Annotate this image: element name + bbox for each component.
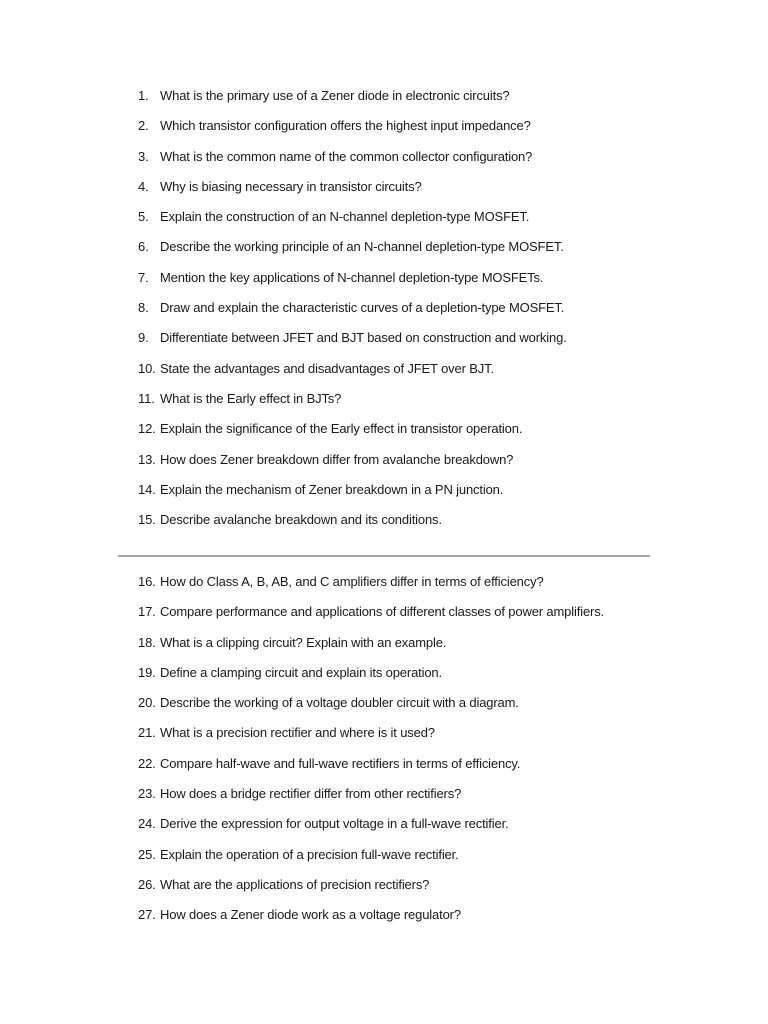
question-number: 16. bbox=[138, 574, 156, 589]
question-item bbox=[138, 814, 658, 844]
question-number: 2. bbox=[138, 118, 149, 134]
question-item bbox=[138, 784, 658, 814]
question-number: 17. bbox=[138, 604, 156, 620]
question-text: What is a clipping circuit? Explain with an example. bbox=[160, 634, 447, 650]
question-number: 15. bbox=[138, 512, 156, 528]
question-text: What is a precision rectifier and where is it used? bbox=[160, 725, 435, 741]
question-text: How does a Zener diode work as a voltage regulator? bbox=[160, 907, 461, 923]
question-item bbox=[138, 450, 658, 480]
question-text: Explain the operation of a precision full-wave rectifier. bbox=[160, 846, 459, 862]
question-text: Explain the significance of the Early effect in transistor operation. bbox=[160, 421, 523, 437]
question-number: 18. bbox=[138, 634, 156, 650]
question-item bbox=[138, 359, 658, 389]
question-text: Derive the expression for output voltage in a full-wave rectifier. bbox=[160, 816, 509, 832]
question-text: State the advantages and disadvantages of JFET over BJT. bbox=[160, 360, 494, 376]
question-number: 6. bbox=[138, 239, 149, 255]
question-number: 8. bbox=[138, 300, 149, 316]
question-number: 12. bbox=[138, 421, 156, 437]
question-number: 26. bbox=[138, 876, 156, 892]
question-item bbox=[138, 633, 658, 663]
question-text: Mention the key applications of N-channel depletion-type MOSFETs. bbox=[160, 269, 544, 285]
question-text: How does a bridge rectifier differ from other rectifiers? bbox=[160, 786, 462, 802]
question-text: Why is biasing necessary in transistor circuits? bbox=[160, 178, 422, 194]
question-number: 27. bbox=[138, 907, 156, 923]
question-item bbox=[138, 510, 658, 540]
question-item bbox=[138, 875, 658, 905]
question-text: Draw and explain the characteristic curves of a depletion-type MOSFET. bbox=[160, 300, 565, 316]
question-number: 11. bbox=[138, 390, 155, 406]
question-item bbox=[138, 572, 658, 602]
question-text: How do Class A, B, AB, and C amplifiers differ in terms of efficiency? bbox=[160, 574, 544, 589]
question-item bbox=[138, 147, 658, 177]
question-item bbox=[138, 268, 658, 298]
question-number: 24. bbox=[138, 816, 156, 832]
question-number: 3. bbox=[138, 148, 149, 164]
question-item bbox=[138, 177, 658, 207]
question-item bbox=[138, 845, 658, 875]
question-item bbox=[138, 116, 658, 146]
question-item bbox=[138, 389, 658, 419]
question-item bbox=[138, 693, 658, 723]
question-text: What is the common name of the common collector configuration? bbox=[160, 148, 533, 164]
question-item bbox=[138, 419, 658, 449]
question-number: 7. bbox=[138, 269, 149, 285]
question-text: Describe the working of a voltage doubler circuit with a diagram. bbox=[160, 695, 519, 711]
question-number: 5. bbox=[138, 209, 149, 225]
question-text: Describe the working principle of an N-channel depletion-type MOSFET. bbox=[160, 239, 564, 255]
question-text: Define a clamping circuit and explain its operation. bbox=[160, 664, 442, 680]
question-text: Explain the construction of an N-channel depletion-type MOSFET. bbox=[160, 209, 530, 225]
question-text: What is the primary use of a Zener diode in electronic circuits? bbox=[160, 88, 510, 103]
question-item bbox=[138, 237, 658, 267]
question-text: Which transistor configuration offers the highest input impedance? bbox=[160, 118, 531, 134]
question-text: Describe avalanche breakdown and its conditions. bbox=[160, 512, 442, 528]
question-text: Compare performance and applications of different classes of power amplifiers. bbox=[160, 604, 605, 620]
question-text: Compare half-wave and full-wave rectifiers in terms of efficiency. bbox=[160, 755, 521, 771]
question-text: How does Zener breakdown differ from avalanche breakdown? bbox=[160, 451, 514, 467]
question-number: 22. bbox=[138, 755, 156, 771]
question-number: 23. bbox=[138, 786, 156, 802]
question-text: What is the Early effect in BJTs? bbox=[160, 390, 342, 406]
question-item bbox=[138, 602, 658, 632]
question-number: 10. bbox=[138, 360, 156, 376]
section-divider bbox=[118, 555, 650, 557]
question-item bbox=[138, 480, 658, 510]
question-item bbox=[138, 207, 658, 237]
question-item bbox=[138, 754, 658, 784]
question-text: What are the applications of precision rectifiers? bbox=[160, 876, 430, 892]
question-text: Differentiate between JFET and BJT based on construction and working. bbox=[160, 330, 567, 346]
question-text: Explain the mechanism of Zener breakdown in a PN junction. bbox=[160, 481, 504, 497]
question-number: 25. bbox=[138, 846, 156, 862]
question-number: 20. bbox=[138, 695, 156, 711]
question-item bbox=[138, 298, 658, 328]
question-number: 9. bbox=[138, 330, 149, 346]
question-item bbox=[138, 86, 658, 116]
question-item bbox=[138, 328, 658, 358]
question-number: 1. bbox=[138, 88, 149, 103]
question-list-section-1 bbox=[138, 86, 658, 540]
question-number: 13. bbox=[138, 451, 156, 467]
question-number: 21. bbox=[138, 725, 156, 741]
question-number: 4. bbox=[138, 178, 149, 194]
question-item bbox=[138, 663, 658, 693]
question-number: 14. bbox=[138, 481, 156, 497]
question-number: 19. bbox=[138, 664, 156, 680]
question-item bbox=[138, 723, 658, 753]
question-list-section-2 bbox=[138, 572, 658, 936]
question-item bbox=[138, 905, 658, 935]
